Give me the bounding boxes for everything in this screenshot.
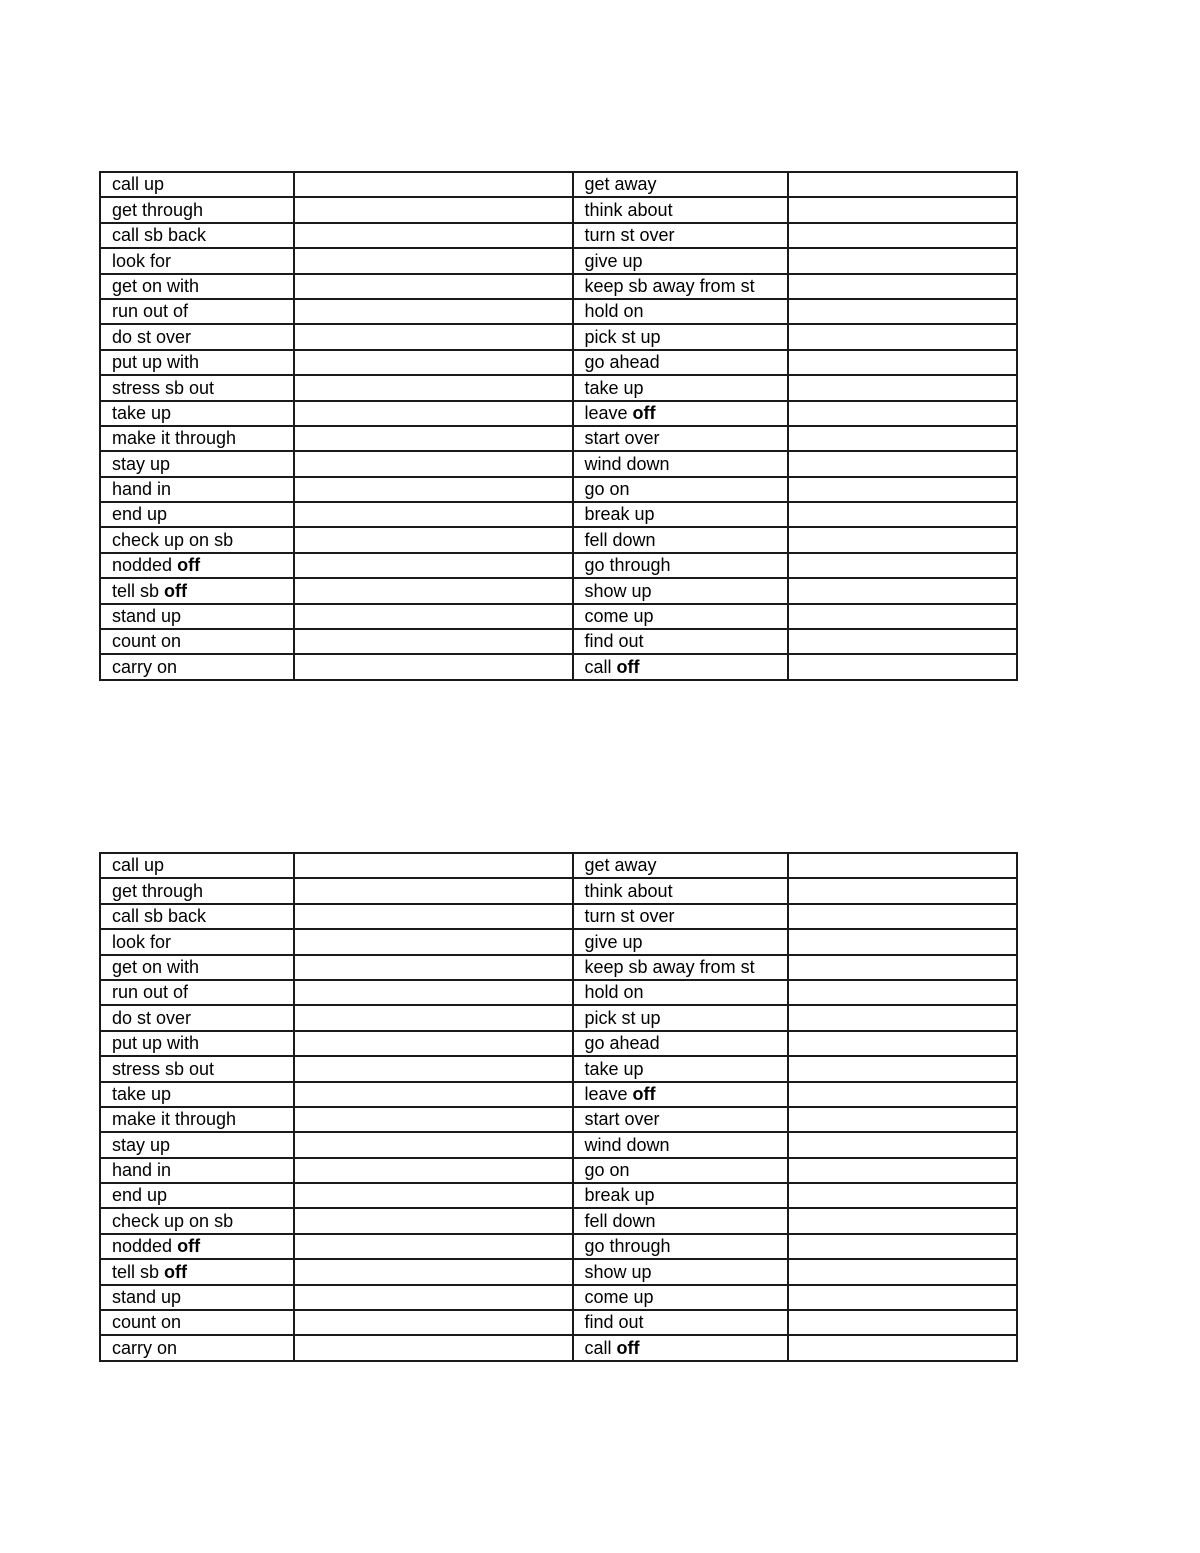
phrase-text: take up — [584, 1058, 644, 1079]
phrase-text: end up — [112, 504, 168, 525]
answer-blank-right[interactable] — [788, 1158, 1017, 1183]
phrase-text: leave — [584, 402, 633, 423]
table-row — [100, 853, 1017, 878]
table-row — [100, 1234, 1017, 1259]
phrase-cell-right — [573, 1082, 788, 1107]
table-row — [100, 1107, 1017, 1132]
phrase-text: wind down — [584, 453, 670, 474]
answer-blank-right[interactable] — [788, 853, 1017, 878]
answer-blank-left[interactable] — [294, 350, 572, 375]
phrase-cell-left — [100, 1285, 294, 1310]
phrase-cell-left — [100, 350, 294, 375]
answer-blank-left[interactable] — [294, 604, 572, 629]
table-row — [100, 172, 1017, 197]
table-row — [100, 527, 1017, 552]
answer-blank-left[interactable] — [294, 1056, 572, 1081]
answer-blank-right[interactable] — [788, 1285, 1017, 1310]
answer-blank-left[interactable] — [294, 1082, 572, 1107]
phrase-cell-right — [573, 172, 788, 197]
answer-blank-left[interactable] — [294, 1259, 572, 1284]
phrase-cell-left — [100, 1208, 294, 1233]
phrase-text: get away — [584, 855, 657, 876]
phrase-cell-left — [100, 1158, 294, 1183]
phrase-text: hold on — [584, 301, 644, 322]
answer-blank-right[interactable] — [788, 197, 1017, 222]
phrase-text: go through — [584, 555, 671, 576]
phrase-cell-right — [573, 248, 788, 273]
phrase-cell-left — [100, 375, 294, 400]
phrase-text: call sb back — [112, 225, 207, 246]
phrase-particle-bold: off — [616, 1337, 640, 1358]
phrase-cell-left — [100, 1082, 294, 1107]
answer-blank-right[interactable] — [788, 1005, 1017, 1030]
answer-blank-right[interactable] — [788, 324, 1017, 349]
phrase-text: do st over — [112, 326, 192, 347]
phrase-text: count on — [112, 1312, 182, 1333]
answer-blank-right[interactable] — [788, 1310, 1017, 1335]
phrase-cell-right — [573, 401, 788, 426]
answer-blank-right[interactable] — [788, 350, 1017, 375]
answer-blank-right[interactable] — [788, 527, 1017, 552]
phrase-text: go on — [584, 479, 630, 500]
answer-blank-left[interactable] — [294, 1234, 572, 1259]
answer-blank-left[interactable] — [294, 299, 572, 324]
phrase-text: go on — [584, 1160, 630, 1181]
phrase-text: fell down — [584, 529, 656, 550]
phrase-text: take up — [112, 1083, 172, 1104]
phrase-text: find out — [584, 1312, 644, 1333]
table-row — [100, 878, 1017, 903]
phrase-cell-left — [100, 929, 294, 954]
phrase-text: run out of — [112, 982, 189, 1003]
table-row — [100, 502, 1017, 527]
phrase-cell-left — [100, 955, 294, 980]
phrase-cell-left — [100, 1031, 294, 1056]
phrase-text: end up — [112, 1185, 168, 1206]
answer-blank-right[interactable] — [788, 248, 1017, 273]
answer-blank-right[interactable] — [788, 274, 1017, 299]
table-row — [100, 553, 1017, 578]
phrase-text: make it through — [112, 428, 237, 449]
phrase-text: stand up — [112, 1287, 182, 1308]
phrase-cell-right — [573, 853, 788, 878]
phrase-cell-left — [100, 1259, 294, 1284]
table-row — [100, 1082, 1017, 1107]
table-row — [100, 1132, 1017, 1157]
table-row — [100, 904, 1017, 929]
phrase-cell-right — [573, 1183, 788, 1208]
phrase-cell-right — [573, 629, 788, 654]
phrase-text: call sb back — [112, 906, 207, 927]
answer-blank-right[interactable] — [788, 955, 1017, 980]
phrase-text: run out of — [112, 301, 189, 322]
answer-blank-left[interactable] — [294, 1132, 572, 1157]
phrase-text: carry on — [112, 656, 178, 677]
table-row — [100, 604, 1017, 629]
table-row — [100, 1005, 1017, 1030]
phrase-text: wind down — [584, 1134, 670, 1155]
answer-blank-right[interactable] — [788, 578, 1017, 603]
table-row — [100, 929, 1017, 954]
phrasal-verb-table-top — [99, 171, 1018, 681]
phrase-cell-right — [573, 426, 788, 451]
phrase-cell-left — [100, 299, 294, 324]
table-row — [100, 1259, 1017, 1284]
answer-blank-left[interactable] — [294, 1107, 572, 1132]
phrase-text: give up — [584, 250, 643, 271]
phrase-cell-left — [100, 980, 294, 1005]
phrase-cell-right — [573, 197, 788, 222]
phrase-cell-right — [573, 929, 788, 954]
phrase-cell-right — [573, 1208, 788, 1233]
answer-blank-right[interactable] — [788, 502, 1017, 527]
phrase-text: get on with — [112, 275, 200, 296]
answer-blank-right[interactable] — [788, 172, 1017, 197]
phrase-cell-right — [573, 527, 788, 552]
phrase-particle-bold: off — [632, 1083, 656, 1104]
answer-blank-left[interactable] — [294, 553, 572, 578]
table-row — [100, 1183, 1017, 1208]
phrase-cell-left — [100, 1056, 294, 1081]
answer-blank-right[interactable] — [788, 1234, 1017, 1259]
phrase-text: tell sb — [112, 580, 165, 601]
phrase-text: show up — [584, 580, 652, 601]
table-row — [100, 1335, 1017, 1360]
answer-blank-right[interactable] — [788, 629, 1017, 654]
phrase-cell-right — [573, 904, 788, 929]
table-row — [100, 426, 1017, 451]
table-row — [100, 955, 1017, 980]
answer-blank-left[interactable] — [294, 274, 572, 299]
answer-blank-left[interactable] — [294, 578, 572, 603]
answer-blank-right[interactable] — [788, 1335, 1017, 1360]
answer-blank-left[interactable] — [294, 426, 572, 451]
answer-blank-left[interactable] — [294, 197, 572, 222]
phrase-cell-right — [573, 1259, 788, 1284]
phrase-text: come up — [584, 606, 654, 627]
phrase-particle-bold: off — [164, 580, 188, 601]
phrase-text: turn st over — [584, 225, 675, 246]
answer-blank-right[interactable] — [788, 553, 1017, 578]
answer-blank-left[interactable] — [294, 1005, 572, 1030]
phrase-cell-left — [100, 1234, 294, 1259]
table-row — [100, 1056, 1017, 1081]
phrase-cell-right — [573, 1132, 788, 1157]
phrase-text: break up — [584, 504, 655, 525]
phrase-text: get on with — [112, 956, 200, 977]
table-row — [100, 223, 1017, 248]
answer-blank-right[interactable] — [788, 1183, 1017, 1208]
phrase-cell-left — [100, 451, 294, 476]
answer-blank-left[interactable] — [294, 527, 572, 552]
table-row — [100, 1310, 1017, 1335]
table-row — [100, 629, 1017, 654]
phrase-text: give up — [584, 931, 643, 952]
phrase-cell-right — [573, 1158, 788, 1183]
phrase-cell-left — [100, 274, 294, 299]
phrase-cell-right — [573, 274, 788, 299]
phrase-cell-left — [100, 853, 294, 878]
phrase-text: get away — [584, 174, 657, 195]
phrase-text: go ahead — [584, 1033, 660, 1054]
phrase-cell-right — [573, 553, 788, 578]
phrase-text: stay up — [112, 1134, 171, 1155]
phrase-cell-left — [100, 654, 294, 679]
answer-blank-right[interactable] — [788, 604, 1017, 629]
phrase-text: keep sb away from st — [584, 275, 755, 296]
phrase-text: think about — [584, 880, 673, 901]
answer-blank-left[interactable] — [294, 375, 572, 400]
table-row — [100, 350, 1017, 375]
phrase-text: take up — [584, 377, 644, 398]
table-row — [100, 1158, 1017, 1183]
answer-blank-left[interactable] — [294, 172, 572, 197]
phrase-text: call — [584, 656, 617, 677]
phrase-cell-left — [100, 629, 294, 654]
phrase-cell-right — [573, 502, 788, 527]
phrase-cell-left — [100, 1132, 294, 1157]
phrase-cell-left — [100, 1183, 294, 1208]
answer-blank-left[interactable] — [294, 980, 572, 1005]
phrase-cell-left — [100, 248, 294, 273]
phrase-cell-left — [100, 904, 294, 929]
answer-blank-left[interactable] — [294, 904, 572, 929]
phrase-text: show up — [584, 1261, 652, 1282]
phrase-text: put up with — [112, 352, 200, 373]
phrase-cell-right — [573, 1031, 788, 1056]
table-row — [100, 197, 1017, 222]
phrase-text: go ahead — [584, 352, 660, 373]
phrase-cell-right — [573, 1335, 788, 1360]
answer-blank-left[interactable] — [294, 324, 572, 349]
phrase-text: come up — [584, 1287, 654, 1308]
answer-blank-right[interactable] — [788, 477, 1017, 502]
phrase-text: nodded — [112, 555, 178, 576]
answer-blank-right[interactable] — [788, 878, 1017, 903]
phrase-cell-right — [573, 324, 788, 349]
answer-blank-right[interactable] — [788, 1208, 1017, 1233]
phrase-text: look for — [112, 250, 172, 271]
table-row — [100, 654, 1017, 679]
phrase-text: pick st up — [584, 326, 661, 347]
phrase-text: pick st up — [584, 1007, 661, 1028]
phrase-text: stress sb out — [112, 1058, 215, 1079]
phrase-cell-left — [100, 527, 294, 552]
phrase-cell-left — [100, 426, 294, 451]
answer-blank-right[interactable] — [788, 401, 1017, 426]
table-row — [100, 1285, 1017, 1310]
table-row — [100, 477, 1017, 502]
table-row — [100, 401, 1017, 426]
phrase-cell-left — [100, 223, 294, 248]
phrase-cell-right — [573, 878, 788, 903]
phrase-cell-right — [573, 1310, 788, 1335]
answer-blank-left[interactable] — [294, 955, 572, 980]
phrase-particle-bold: off — [616, 656, 640, 677]
table-row — [100, 299, 1017, 324]
answer-blank-left[interactable] — [294, 929, 572, 954]
answer-blank-right[interactable] — [788, 426, 1017, 451]
answer-blank-right[interactable] — [788, 1056, 1017, 1081]
phrase-cell-right — [573, 1234, 788, 1259]
answer-blank-left[interactable] — [294, 878, 572, 903]
table-row — [100, 324, 1017, 349]
answer-blank-left[interactable] — [294, 853, 572, 878]
answer-blank-left[interactable] — [294, 1031, 572, 1056]
phrase-text: stress sb out — [112, 377, 215, 398]
phrase-cell-right — [573, 1005, 788, 1030]
phrase-text: call up — [112, 174, 165, 195]
phrase-text: take up — [112, 402, 172, 423]
phrase-cell-left — [100, 502, 294, 527]
phrase-text: think about — [584, 199, 673, 220]
phrase-cell-left — [100, 172, 294, 197]
phrase-text: turn st over — [584, 906, 675, 927]
answer-blank-left[interactable] — [294, 1183, 572, 1208]
table-row — [100, 1208, 1017, 1233]
phrase-text: check up on sb — [112, 529, 234, 550]
phrase-text: hand in — [112, 479, 172, 500]
phrase-cell-left — [100, 401, 294, 426]
answer-blank-right[interactable] — [788, 1107, 1017, 1132]
phrase-particle-bold: off — [177, 1236, 201, 1257]
phrase-text: call — [584, 1337, 617, 1358]
phrase-cell-left — [100, 1005, 294, 1030]
phrase-text: call up — [112, 855, 165, 876]
phrase-cell-left — [100, 1310, 294, 1335]
phrase-text: stand up — [112, 606, 182, 627]
answer-blank-right[interactable] — [788, 1259, 1017, 1284]
phrase-text: start over — [584, 428, 660, 449]
answer-blank-right[interactable] — [788, 980, 1017, 1005]
phrase-text: check up on sb — [112, 1210, 234, 1231]
answer-blank-right[interactable] — [788, 904, 1017, 929]
phrase-cell-right — [573, 1285, 788, 1310]
answer-blank-right[interactable] — [788, 375, 1017, 400]
phrase-cell-right — [573, 223, 788, 248]
answer-blank-right[interactable] — [788, 1132, 1017, 1157]
phrase-text: put up with — [112, 1033, 200, 1054]
phrase-cell-right — [573, 1107, 788, 1132]
phrase-cell-left — [100, 324, 294, 349]
answer-blank-left[interactable] — [294, 1208, 572, 1233]
phrase-cell-right — [573, 654, 788, 679]
table-row — [100, 375, 1017, 400]
answer-blank-left[interactable] — [294, 654, 572, 679]
phrase-text: nodded — [112, 1236, 178, 1257]
table-row — [100, 274, 1017, 299]
phrase-cell-right — [573, 980, 788, 1005]
phrase-cell-left — [100, 1107, 294, 1132]
phrase-cell-right — [573, 375, 788, 400]
phrase-particle-bold: off — [164, 1261, 188, 1282]
answer-blank-left[interactable] — [294, 1335, 572, 1360]
phrase-cell-left — [100, 1335, 294, 1360]
table-row — [100, 578, 1017, 603]
phrase-cell-left — [100, 477, 294, 502]
answer-blank-right[interactable] — [788, 929, 1017, 954]
phrase-cell-right — [573, 1056, 788, 1081]
answer-blank-left[interactable] — [294, 1285, 572, 1310]
phrase-text: carry on — [112, 1337, 178, 1358]
phrase-particle-bold: off — [632, 402, 656, 423]
phrase-text: tell sb — [112, 1261, 165, 1282]
answer-blank-left[interactable] — [294, 477, 572, 502]
answer-blank-left[interactable] — [294, 401, 572, 426]
phrase-cell-left — [100, 604, 294, 629]
phrase-text: hold on — [584, 982, 644, 1003]
phrase-text: break up — [584, 1185, 655, 1206]
phrase-text: hand in — [112, 1160, 172, 1181]
answer-blank-left[interactable] — [294, 1310, 572, 1335]
phrase-text: start over — [584, 1109, 660, 1130]
answer-blank-right[interactable] — [788, 654, 1017, 679]
table-row — [100, 248, 1017, 273]
phrase-text: make it through — [112, 1109, 237, 1130]
phrase-text: fell down — [584, 1210, 656, 1231]
phrase-cell-left — [100, 878, 294, 903]
phrase-text: count on — [112, 631, 182, 652]
phrase-cell-right — [573, 578, 788, 603]
phrase-cell-left — [100, 578, 294, 603]
answer-blank-left[interactable] — [294, 629, 572, 654]
answer-blank-right[interactable] — [788, 299, 1017, 324]
phrase-text: look for — [112, 931, 172, 952]
answer-blank-left[interactable] — [294, 1158, 572, 1183]
phrase-text: keep sb away from st — [584, 956, 755, 977]
answer-blank-left[interactable] — [294, 248, 572, 273]
phrase-text: get through — [112, 880, 204, 901]
phrase-text: find out — [584, 631, 644, 652]
answer-blank-right[interactable] — [788, 1082, 1017, 1107]
answer-blank-left[interactable] — [294, 223, 572, 248]
phrase-cell-left — [100, 553, 294, 578]
answer-blank-left[interactable] — [294, 451, 572, 476]
phrase-text: go through — [584, 1236, 671, 1257]
table-row — [100, 980, 1017, 1005]
answer-blank-right[interactable] — [788, 223, 1017, 248]
phrase-cell-right — [573, 955, 788, 980]
phrase-text: get through — [112, 199, 204, 220]
phrase-cell-right — [573, 350, 788, 375]
phrase-text: leave — [584, 1083, 633, 1104]
answer-blank-right[interactable] — [788, 1031, 1017, 1056]
phrase-text: do st over — [112, 1007, 192, 1028]
phrasal-verb-table-bottom — [99, 852, 1018, 1362]
phrase-cell-right — [573, 299, 788, 324]
table-row — [100, 1031, 1017, 1056]
phrase-cell-left — [100, 197, 294, 222]
phrase-text: stay up — [112, 453, 171, 474]
phrase-cell-right — [573, 604, 788, 629]
phrase-particle-bold: off — [177, 555, 201, 576]
phrase-cell-right — [573, 477, 788, 502]
answer-blank-left[interactable] — [294, 502, 572, 527]
answer-blank-right[interactable] — [788, 451, 1017, 476]
table-row — [100, 451, 1017, 476]
phrase-cell-right — [573, 451, 788, 476]
